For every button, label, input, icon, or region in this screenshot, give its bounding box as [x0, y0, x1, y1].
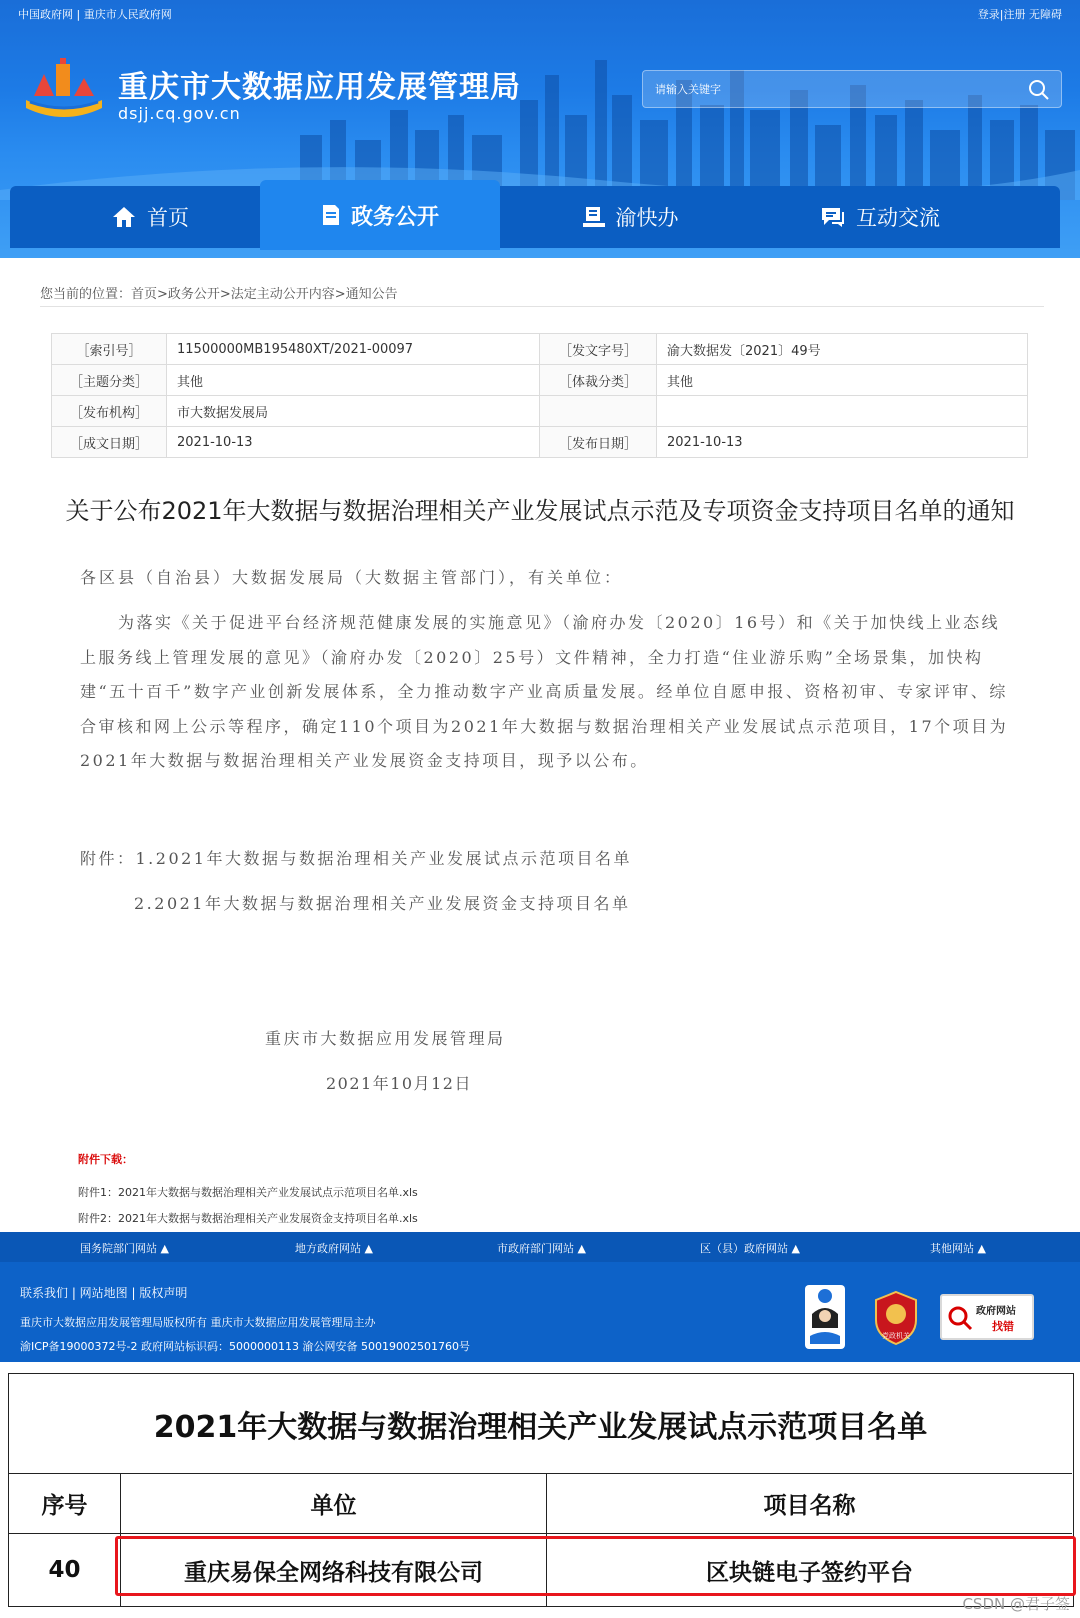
table-row: [52, 365, 1028, 396]
row-project: 区块链电子签约平台: [706, 1559, 913, 1586]
highlight-annotation-box: [115, 1536, 1076, 1596]
footer-group-local-gov[interactable]: 地方政府网站 ▲: [295, 1242, 373, 1255]
written-date-label: ［成文日期］: [52, 427, 167, 458]
doc-no-label: ［发文字号］: [540, 334, 657, 365]
table-row: [52, 396, 1028, 427]
nav-interaction-label: 互动交流: [856, 206, 940, 230]
police-badge-icon[interactable]: [804, 1284, 846, 1350]
article-title: 关于公布2021年大数据与数据治理相关产业发展试点示范及专项资金支持项目名单的通知: [65, 497, 1015, 525]
login-register-links[interactable]: 登录|注册 无障碍: [977, 8, 1062, 21]
topic-value: 其他: [167, 365, 540, 396]
chat-icon: [820, 205, 846, 229]
footer-links[interactable]: 联系我们 | 网站地图 | 版权声明: [20, 1286, 188, 1300]
footer-copyright: 重庆市大数据应用发展管理局版权所有 重庆市大数据应用发展管理局主办: [20, 1316, 376, 1329]
site-header: [0, 0, 1080, 258]
search-input[interactable]: 请输入关键字: [655, 83, 721, 96]
party-gov-badge-icon[interactable]: [872, 1290, 920, 1346]
genre-value: 其他: [657, 365, 1028, 396]
report-error-subtitle: 找错: [992, 1320, 1014, 1333]
home-icon: [111, 205, 137, 229]
watermark: CSDN @君子签: [962, 1595, 1070, 1613]
index-value: 11500000MB195480XT/2021-00097: [167, 334, 540, 365]
downloads-heading: 附件下载：: [78, 1153, 133, 1166]
empty-cell: [657, 396, 1028, 427]
topic-label: ［主题分类］: [52, 365, 167, 396]
nav-home-label: 首页: [147, 206, 189, 230]
empty-cell: [540, 396, 657, 427]
download-link-2[interactable]: 附件2：2021年大数据与数据治理相关产业发展资金支持项目名单.xls: [78, 1212, 418, 1225]
document-meta-table: [51, 333, 1028, 458]
footer-icp: 渝ICP备19000372号-2 政府网站标识码：5000000113 渝公网安备 50019002501760号: [20, 1340, 470, 1353]
nav-home[interactable]: [50, 186, 250, 248]
divider: [40, 306, 1044, 307]
search-box[interactable]: [642, 70, 1062, 108]
issuer-label: ［发布机构］: [52, 396, 167, 427]
footer-group-other[interactable]: 其他网站 ▲: [930, 1242, 986, 1255]
table-row: [52, 334, 1028, 365]
site-footer: [0, 1232, 1080, 1362]
site-logo-icon: [20, 56, 108, 126]
nav-gov-affairs[interactable]: [260, 180, 500, 250]
row-number: 40: [9, 1534, 121, 1606]
download-link-1[interactable]: 附件1：2021年大数据与数据治理相关产业发展试点示范项目名单.xls: [78, 1186, 418, 1199]
issuer-value: 市大数据发展局: [167, 396, 540, 427]
report-error-title: 政府网站: [976, 1306, 1016, 1317]
signature-org: 重庆市大数据应用发展管理局: [265, 1029, 506, 1048]
site-domain: dsjj.cq.gov.cn: [118, 104, 241, 123]
written-date-value: 2021-10-13: [167, 427, 540, 458]
nav-gov-affairs-label: 政务公开: [350, 204, 439, 230]
footer-group-state-council[interactable]: 国务院部门网站 ▲: [80, 1242, 169, 1255]
nav-yukuaiban[interactable]: [530, 186, 730, 248]
table-row: [52, 427, 1028, 458]
search-icon[interactable]: [1027, 78, 1051, 102]
breadcrumb[interactable]: 您当前的位置：首页>政务公开>法定主动公开内容>通知公告: [40, 287, 398, 302]
column-header-unit: 单位: [121, 1474, 547, 1534]
report-error-badge[interactable]: [940, 1294, 1034, 1340]
party-badge-text: 党政机关: [882, 1332, 910, 1340]
main-nav: [10, 186, 1060, 248]
magnifier-icon: [946, 1304, 974, 1332]
document-icon: [321, 204, 341, 226]
footer-group-district[interactable]: 区（县）政府网站 ▲: [700, 1242, 800, 1255]
footer-group-city-depts[interactable]: 市政府部门网站 ▲: [497, 1242, 586, 1255]
top-links-left[interactable]: 中国政府网 | 重庆市人民政府网: [18, 8, 172, 21]
attachment-line-1: 附件：1.2021年大数据与数据治理相关产业发展试点示范项目名单: [80, 849, 632, 868]
column-header-project: 项目名称: [547, 1474, 1072, 1534]
salutation: 各区县（自治县）大数据发展局（大数据主管部门），有关单位：: [80, 568, 624, 587]
signature-date: 2021年10月12日: [326, 1074, 472, 1093]
column-header-number: 序号: [9, 1474, 121, 1534]
article-body: 为落实《关于促进平台经济规范健康发展的实施意见》（渝府办发〔2020〕16号）和《关于加快线上业态线上服务线上管理发展的意见》（渝府办发〔2020〕25号）文件精神，全力打造“住业游乐购”全场景集，加快构建“五十百千”数字产业创新发展体系，全力推动数字产业高质量发展。经单位自愿申报、资格初审、专家评审、综合审核和网上公示等程序，确定110个项目为2021年大数据与数据治理相关产业发展试点示范项目，17个项目为2021年大数据与数据治理相关产业发展资金支持项目，现予以公布。: [80, 613, 1009, 770]
index-label: ［索引号］: [52, 334, 167, 365]
publish-date-value: 2021-10-13: [657, 427, 1028, 458]
nav-interaction[interactable]: [770, 186, 990, 248]
genre-label: ［体裁分类］: [540, 365, 657, 396]
nav-yukuaiban-label: 渝快办: [615, 206, 679, 230]
publish-date-label: ［发布日期］: [540, 427, 657, 458]
attachment-line-2: 2.2021年大数据与数据治理相关产业发展资金支持项目名单: [134, 894, 631, 913]
service-desk-icon: [582, 205, 606, 229]
site-title: 重庆市大数据应用发展管理局: [118, 70, 521, 105]
doc-no-value: 渝大数据发〔2021〕49号: [657, 334, 1028, 365]
list-title: 2021年大数据与数据治理相关产业发展试点示范项目名单: [9, 1374, 1072, 1474]
row-unit: 重庆易保全网络科技有限公司: [121, 1534, 547, 1606]
footer-site-groups: [0, 1232, 1080, 1262]
